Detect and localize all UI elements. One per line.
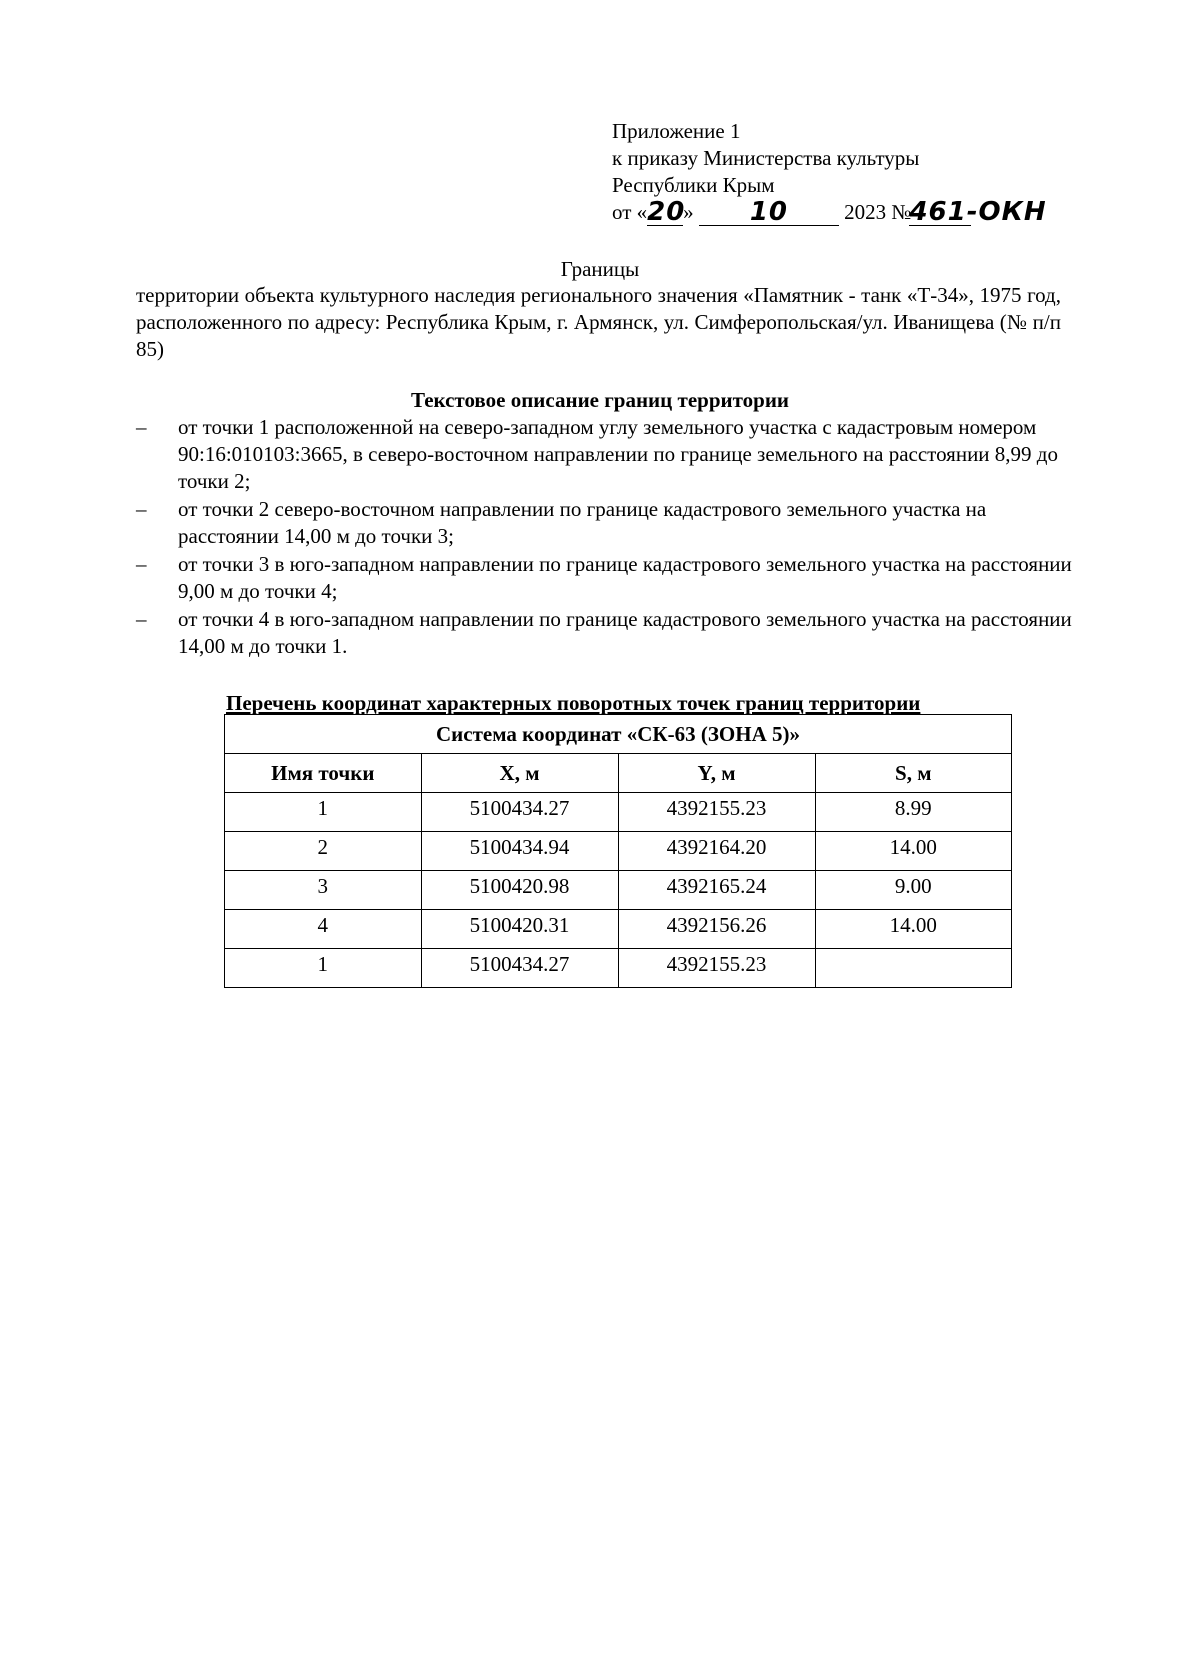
coordinate-system-header: Система координат «СК-63 (ЗОНА 5)» xyxy=(225,715,1012,754)
cell-point: 1 xyxy=(225,793,422,832)
cell-y: 4392155.23 xyxy=(618,949,815,988)
section-title: Текстовое описание границ территории xyxy=(410,388,790,412)
table-row xyxy=(225,793,1012,832)
order-number: 461-ОКН xyxy=(909,197,1047,227)
table-row xyxy=(225,949,1012,988)
cell-x: 5100434.94 xyxy=(421,832,618,871)
cell-s: 14.00 xyxy=(815,910,1011,949)
appendix-block xyxy=(612,118,1082,226)
cell-s: 8.99 xyxy=(815,793,1011,832)
dash-marker: – xyxy=(136,415,147,439)
dash-marker: – xyxy=(136,607,147,631)
cell-x: 5100434.27 xyxy=(421,793,618,832)
date-prefix: от « xyxy=(612,200,648,224)
appendix-republic: Республики Крым xyxy=(612,173,775,197)
cell-x: 5100420.98 xyxy=(421,871,618,910)
date-year: 2023 № xyxy=(844,200,912,224)
column-header-y: Y, м xyxy=(618,754,815,793)
cell-x: 5100434.27 xyxy=(421,949,618,988)
cell-point: 2 xyxy=(225,832,422,871)
table-row xyxy=(225,832,1012,871)
list-item: – от точки 3 в юго-западном направлении по границе кадастрового земельного участка на расстоянии 9,00 м до точки 4; xyxy=(136,552,1072,603)
table-row xyxy=(225,871,1012,910)
cell-y: 4392155.23 xyxy=(618,793,815,832)
cell-y: 4392164.20 xyxy=(618,832,815,871)
dash-marker: – xyxy=(136,552,147,576)
list-item: – от точки 4 в юго-западном направлении по границе кадастрового земельного участка на расстоянии 14,00 м до точки 1. xyxy=(136,607,1072,658)
list-item: – от точки 2 северо-восточном направлении по границе кадастрового земельного участка на расстоянии 14,00 м до точки 3; xyxy=(136,497,987,548)
cell-s: 9.00 xyxy=(815,871,1011,910)
document-heading: Границы xyxy=(560,257,640,281)
dash-marker: – xyxy=(136,497,147,521)
table-row xyxy=(225,910,1012,949)
boundary-description-list xyxy=(136,414,1081,661)
appendix-title: Приложение 1 xyxy=(612,119,741,143)
cell-point: 1 xyxy=(225,949,422,988)
date-month: 10 xyxy=(699,199,839,226)
cell-point: 4 xyxy=(225,910,422,949)
cell-y: 4392165.24 xyxy=(618,871,815,910)
cell-y: 4392156.26 xyxy=(618,910,815,949)
appendix-order-ref: к приказу Министерства культуры xyxy=(612,146,920,170)
cell-s: 14.00 xyxy=(815,832,1011,871)
list-item: – от точки 1 расположенной на северо-западном углу земельного участка с кадастровым номером 90:16:010103:3665, в северо-восточном направлении по границе земельного на расстоянии 8,99 до точки 2; xyxy=(136,415,1058,493)
object-description: территории объекта культурного наследия регионального значения «Памятник - танк «Т-34», 1975 год, расположенного по адресу: Республика Крым, г. Армянск, ул. Симферопольская/ул. Иванищева (№ п/п 85) xyxy=(136,283,1061,361)
cell-x: 5100420.31 xyxy=(421,910,618,949)
column-header-x: X, м xyxy=(421,754,618,793)
column-header-s: S, м xyxy=(815,754,1011,793)
date-mid: » xyxy=(683,200,694,224)
appendix-date-line xyxy=(612,199,1082,226)
column-header-point: Имя точки xyxy=(225,754,422,793)
cell-point: 3 xyxy=(225,871,422,910)
date-day: 20 xyxy=(647,197,686,227)
table-caption: Перечень координат характерных поворотных точек границ территории xyxy=(226,691,921,715)
cell-s xyxy=(815,949,1011,988)
coordinates-table xyxy=(224,714,1012,988)
